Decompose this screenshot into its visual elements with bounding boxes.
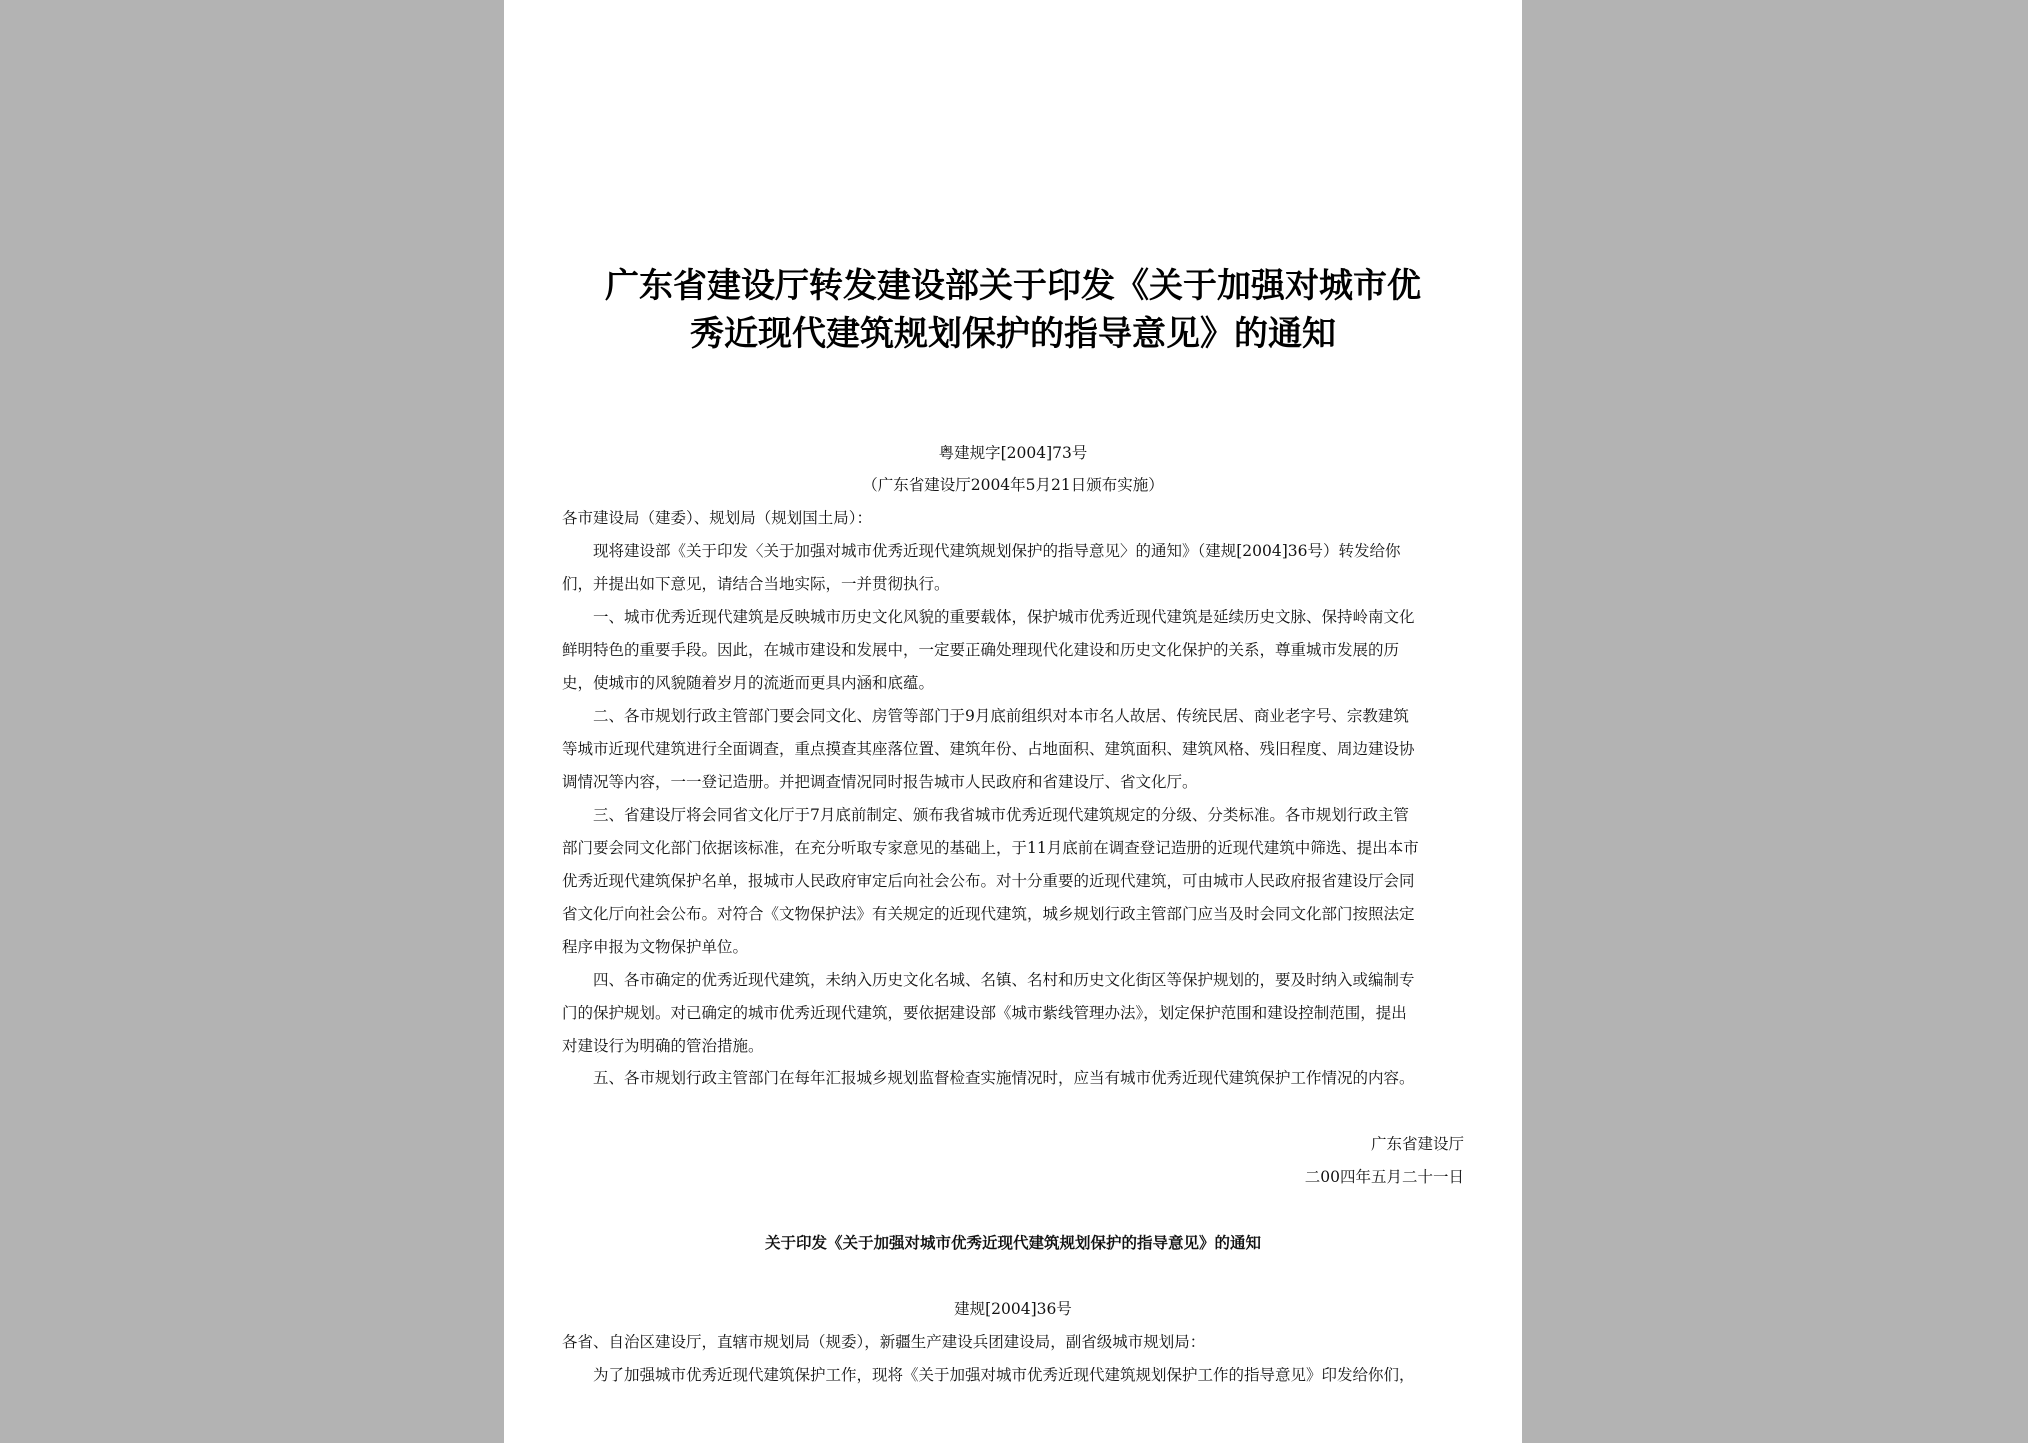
item5-line-1: 五、各市规划行政主管部门在每年汇报城乡规划监督检查实施情况时，应当有城市优秀近现代建筑保护工作情况的内容。	[593, 1069, 1415, 1087]
item4-line-3: 对建设行为明确的管治措施。	[562, 1037, 764, 1055]
item1-line-2: 鲜明特色的重要手段。因此，在城市建设和发展中，一定要正确处理现代化建设和历史文化保护的关系，尊重城市发展的历	[562, 641, 1400, 659]
title-line-1: 广东省建设厅转发建设部关于印发《关于加强对城市优	[605, 266, 1421, 306]
intro-line-2: 们，并提出如下意见，请结合当地实际，一并贯彻执行。	[562, 575, 950, 593]
document-page	[504, 0, 1522, 1443]
document-title	[564, 262, 1462, 358]
doc-number: 粤建规字[2004]73号	[938, 444, 1088, 462]
item4-line-2: 门的保护规划。对已确定的城市优秀近现代建筑，要依据建设部《城市紫线管理办法》，划定保护范围和建设控制范围，提出	[562, 1004, 1407, 1022]
item2-line-2: 等城市近现代建筑进行全面调查，重点摸查其座落位置、建筑年份、占地面积、建筑面积、建筑风格、残旧程度、周边建设协	[562, 740, 1415, 758]
item2-line-1: 二、各市规划行政主管部门要会同文化、房管等部门于9月底前组织对本市名人故居、传统民居、商业老字号、宗教建筑	[593, 707, 1409, 725]
title-line-2: 秀近现代建筑规划保护的指导意见》的通知	[690, 314, 1336, 354]
item3-line-3: 优秀近现代建筑保护名单，报城市人民政府审定后向社会公布。对十分重要的近现代建筑，可由城市人民政府报省建设厅会同	[562, 872, 1415, 890]
sub-intro: 为了加强城市优秀近现代建筑保护工作，现将《关于加强对城市优秀近现代建筑规划保护工作的指导意见》印发给你们，	[593, 1366, 1415, 1384]
sub-notice-title: 关于印发《关于加强对城市优秀近现代建筑规划保护的指导意见》的通知	[764, 1233, 1261, 1252]
item4-line-1: 四、各市确定的优秀近现代建筑，未纳入历史文化名城、名镇、名村和历史文化街区等保护规划的，要及时纳入或编制专	[593, 971, 1415, 989]
sub-doc-number: 建规[2004]36号	[954, 1300, 1072, 1318]
signature-org: 广东省建设厅	[1370, 1135, 1464, 1153]
issue-note: （广东省建设厅2004年5月21日颁布实施）	[862, 476, 1164, 494]
item3-line-5: 程序申报为文物保护单位。	[562, 938, 749, 956]
item1-line-1: 一、城市优秀近现代建筑是反映城市历史文化风貌的重要载体，保护城市优秀近现代建筑是延续历史文脉、保持岭南文化	[593, 608, 1415, 626]
item3-line-4: 省文化厅向社会公布。对符合《文物保护法》有关规定的近现代建筑，城乡规划行政主管部门应当及时会同文化部门按照法定	[562, 905, 1415, 923]
item1-line-3: 史，使城市的风貌随着岁月的流逝而更具内涵和底蕴。	[562, 674, 935, 692]
intro-line-1: 现将建设部《关于印发〈关于加强对城市优秀近现代建筑规划保护的指导意见〉的通知》（建规[2004]36号）转发给你	[593, 542, 1401, 560]
sub-recipients: 各省、自治区建设厅，直辖市规划局（规委），新疆生产建设兵团建设局，副省级城市规划局：	[562, 1333, 1206, 1351]
item3-line-2: 部门要会同文化部门依据该标准，在充分听取专家意见的基础上，于11月底前在调查登记造册的近现代建筑中筛选、提出本市	[562, 839, 1419, 857]
recipients: 各市建设局（建委）、规划局（规划国土局）：	[562, 509, 873, 527]
item2-line-3: 调情况等内容，一一登记造册。并把调查情况同时报告城市人民政府和省建设厅、省文化厅。	[562, 773, 1198, 791]
signature-date: 二00四年五月二十一日	[1304, 1168, 1464, 1186]
item3-line-1: 三、省建设厅将会同省文化厅于7月底前制定、颁布我省城市优秀近现代建筑规定的分级、分类标准。各市规划行政主管	[593, 806, 1409, 824]
